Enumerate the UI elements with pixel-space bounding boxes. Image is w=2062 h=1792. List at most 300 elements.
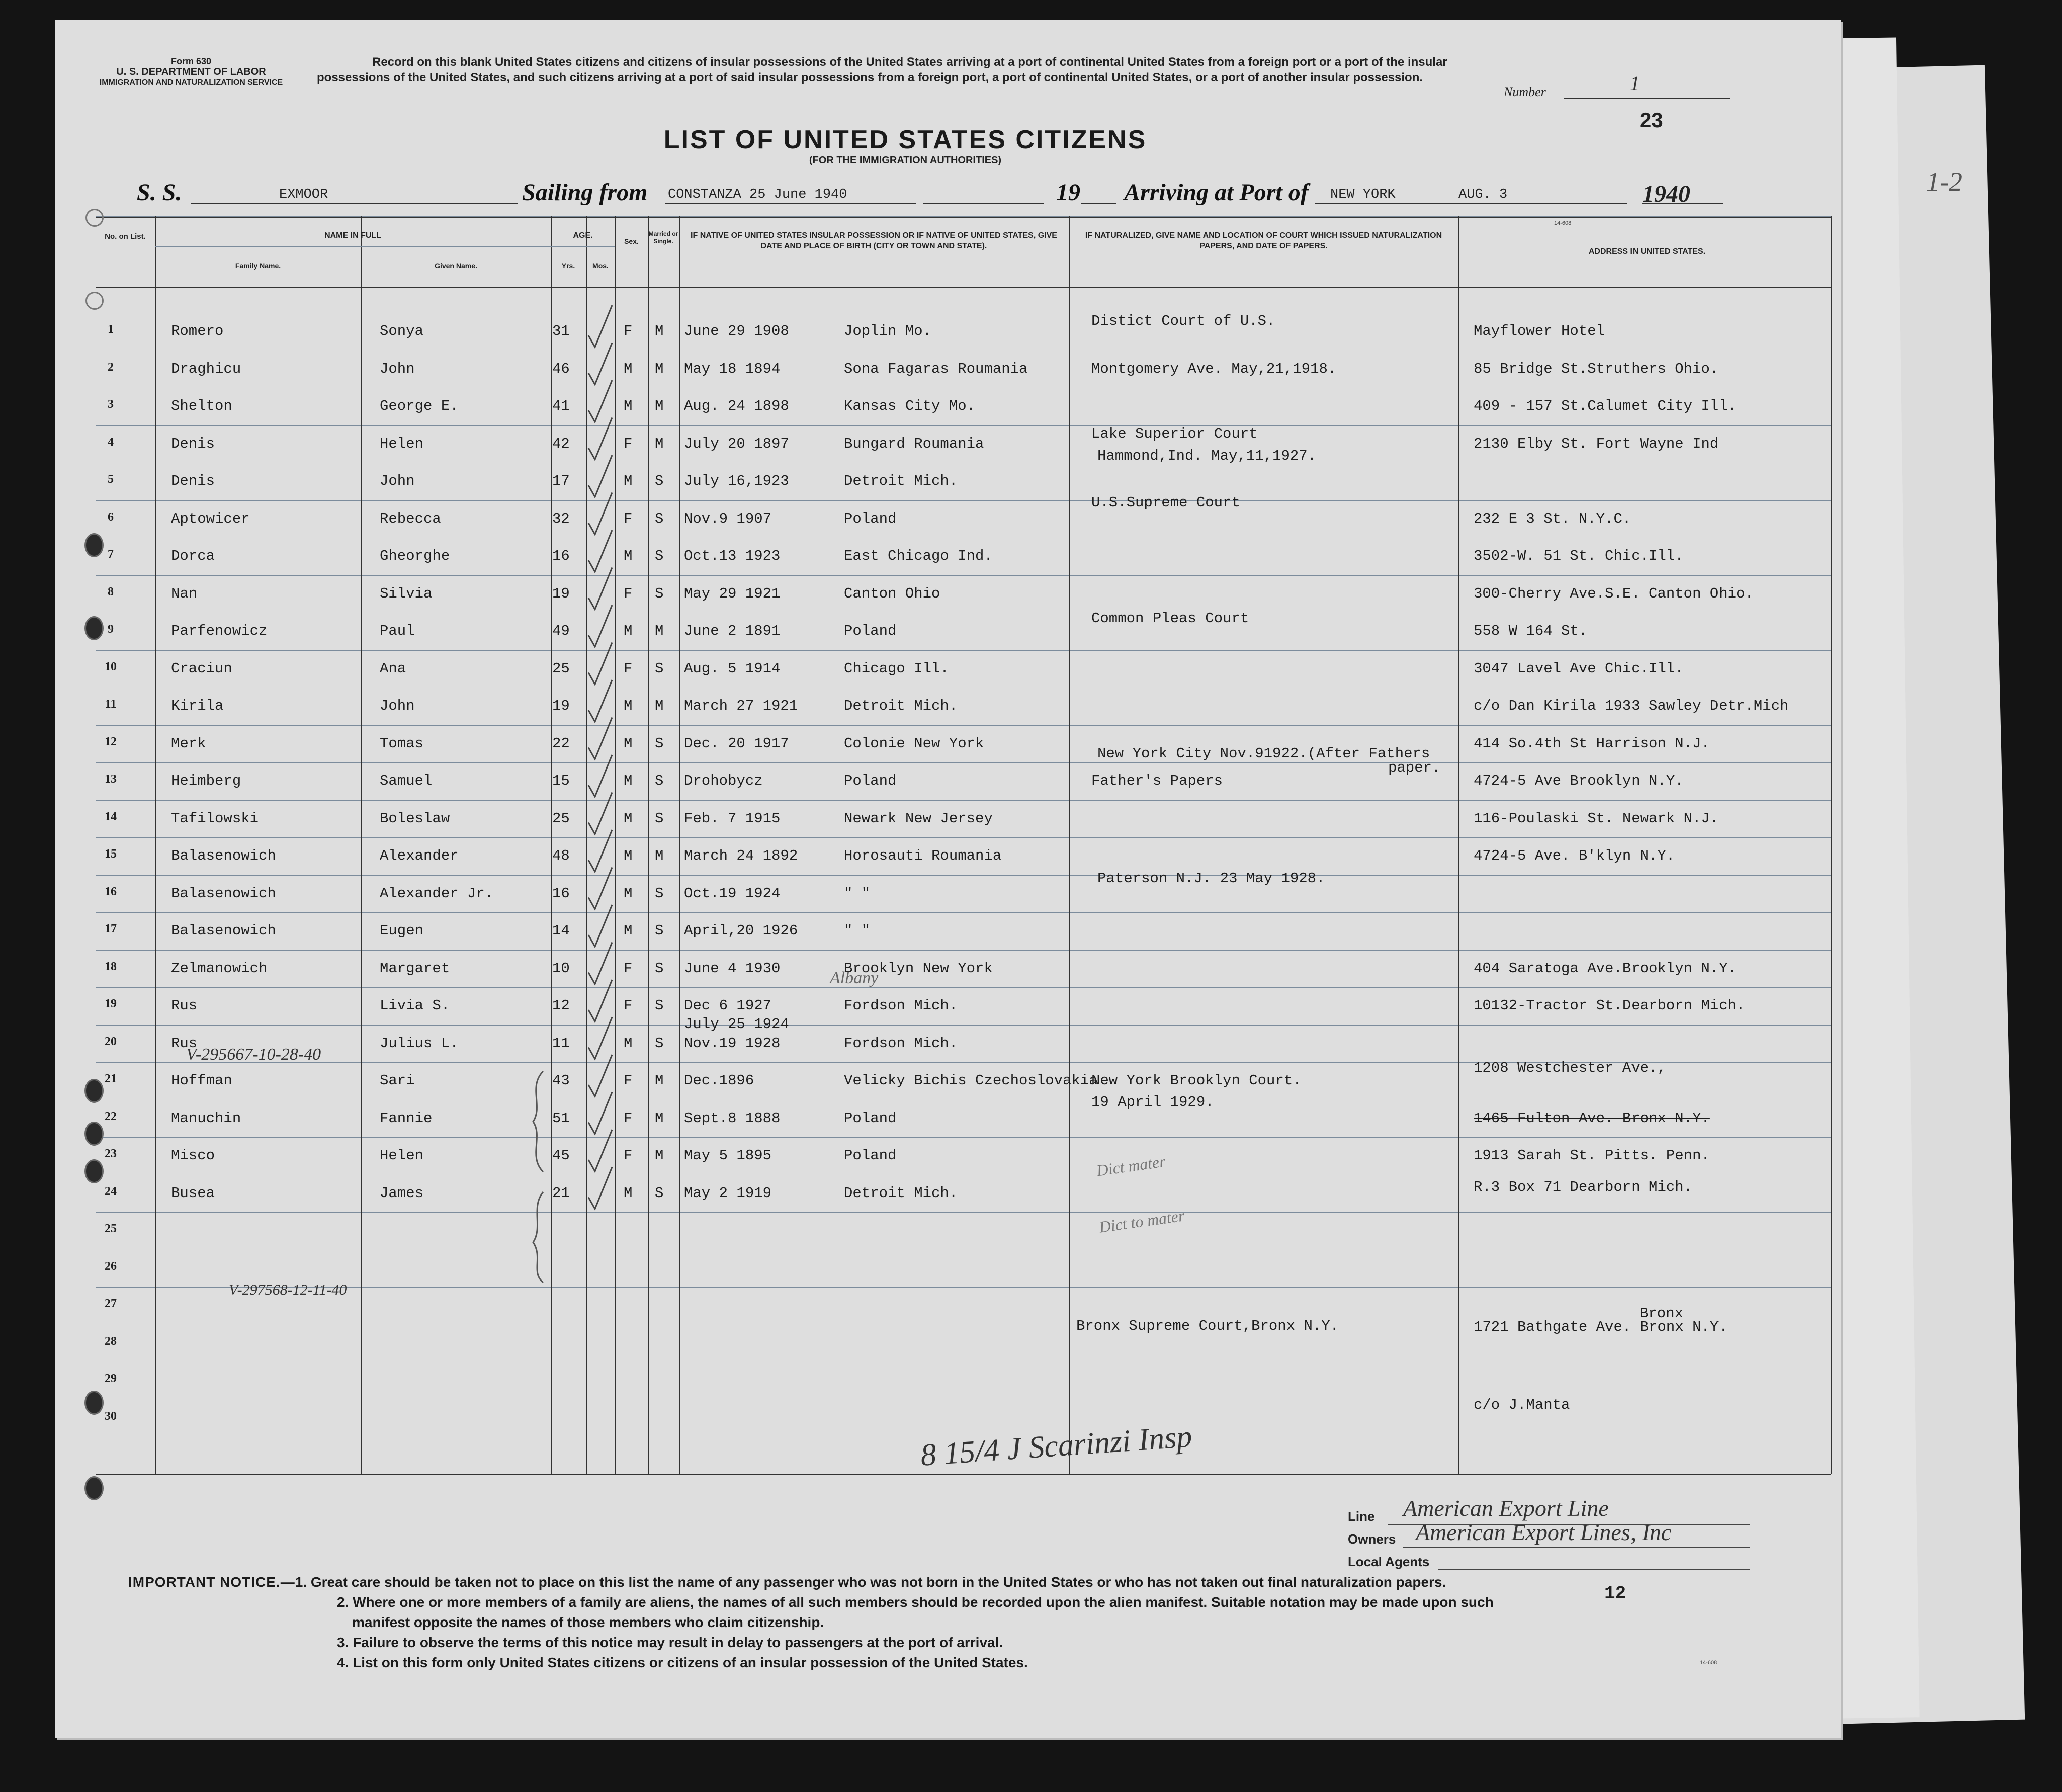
checkmark-icon bbox=[588, 493, 612, 535]
cell-sex: M bbox=[624, 548, 633, 564]
checkmark-icon bbox=[588, 343, 612, 385]
cell-family: Balasenowich bbox=[171, 847, 276, 864]
cell-n: 30 bbox=[105, 1409, 117, 1423]
cell-ms: M bbox=[655, 323, 664, 339]
cell-family: Balasenowich bbox=[171, 885, 276, 902]
table-row bbox=[96, 800, 1831, 837]
cell-court: 19 April 1929. bbox=[1091, 1093, 1214, 1111]
table-row bbox=[96, 837, 1831, 875]
cell-address: 4724-5 Ave Brooklyn N.Y. bbox=[1474, 773, 1684, 789]
cell-given: George E. bbox=[380, 398, 459, 414]
cell-family: Romero bbox=[171, 323, 224, 339]
cell-given: James bbox=[380, 1184, 424, 1202]
cell-n: 4 bbox=[108, 435, 114, 449]
cell-sex: M bbox=[624, 773, 633, 789]
table-row bbox=[96, 1212, 1831, 1249]
cell-address: 1208 Westchester Ave., bbox=[1474, 1060, 1666, 1076]
cell-yrs: 11 bbox=[552, 1035, 570, 1052]
intro-text: Record on this blank United States citizens and citizens of insular possessions of the United States arriving at a port of continental United States from a foreign port or a port of the insular possessions of the United States, and such citizens arriving at a port of said insular possessions from a foreign port, a port of continental United States, or a port of another insular possession. bbox=[317, 55, 1447, 84]
arrival-port: NEW YORK bbox=[1330, 187, 1396, 202]
cell-n: 26 bbox=[105, 1259, 117, 1273]
address-21-line-2: Bronx bbox=[1640, 1305, 1684, 1322]
checkmark-icon bbox=[588, 980, 612, 1021]
cell-address: 404 Saratoga Ave.Brooklyn N.Y. bbox=[1474, 960, 1737, 977]
cell-given: Gheorghe bbox=[380, 548, 450, 564]
cell-yrs: 16 bbox=[552, 548, 570, 564]
checkmark-icon bbox=[588, 418, 612, 460]
cell-yrs: 22 bbox=[552, 735, 570, 752]
checkmark-icon bbox=[588, 1092, 612, 1134]
table-row bbox=[96, 762, 1831, 800]
year-blank bbox=[1081, 203, 1116, 204]
cell-ms: S bbox=[655, 585, 664, 602]
cell-birth-place: Poland bbox=[844, 773, 897, 789]
cell-birth-date: Oct.13 1923 bbox=[684, 548, 781, 564]
cell-n: 29 bbox=[105, 1372, 117, 1385]
cell-sex: F bbox=[624, 960, 633, 977]
cell-birth-date: Oct.19 1924 bbox=[684, 885, 781, 902]
checkmark-icon bbox=[588, 718, 612, 759]
checkmark-icon bbox=[588, 1167, 612, 1209]
header-bottom-border bbox=[96, 287, 1831, 288]
checkmark-icon bbox=[588, 530, 612, 572]
cell-family: Draghicu bbox=[171, 360, 241, 377]
cell-family: Shelton bbox=[171, 398, 232, 414]
handwritten-inspector-signature: 8 15/4 J Scarinzi Insp bbox=[919, 1419, 1193, 1473]
notice-item-3: 3. Failure to observe the terms of this notice may result in delay to passengers at the port of arrival. bbox=[337, 1635, 1003, 1650]
table-row bbox=[96, 987, 1831, 1025]
cell-n: 7 bbox=[108, 548, 114, 561]
cell-birth-place: Fordson Mich. bbox=[844, 1035, 958, 1052]
cell-given: Helen bbox=[380, 435, 424, 452]
cell-n: 8 bbox=[108, 585, 114, 599]
notice-item-4: 4. List on this form only United States citizens or citizens of an insular possession of the United States. bbox=[337, 1655, 1028, 1670]
cell-address: 1913 Sarah St. Pitts. Penn. bbox=[1474, 1147, 1710, 1164]
cell-address: 3502-W. 51 St. Chic.Ill. bbox=[1474, 548, 1684, 564]
number-value: 1 bbox=[1629, 72, 1640, 95]
cell-sex: F bbox=[624, 585, 633, 602]
cell-birth-date: Dec 6 1927 bbox=[684, 997, 772, 1014]
cell-family: Balasenowich bbox=[171, 922, 276, 939]
checkmark-icon bbox=[588, 605, 612, 647]
cell-given: Ana bbox=[380, 660, 406, 677]
binder-hole-icon bbox=[84, 1159, 104, 1183]
notice-title: IMPORTANT NOTICE.— bbox=[128, 1574, 295, 1590]
cell-given: Margaret bbox=[380, 960, 450, 977]
cell-n: 1 bbox=[108, 323, 114, 336]
cell-given: Rebecca bbox=[380, 510, 441, 527]
table-row bbox=[96, 313, 1831, 350]
cell-sex: M bbox=[624, 847, 633, 864]
cell-birth-date: May 29 1921 bbox=[684, 585, 781, 602]
cell-n: 27 bbox=[105, 1297, 117, 1310]
local-agents-underline bbox=[1438, 1569, 1750, 1570]
cell-yrs: 46 bbox=[552, 360, 570, 377]
tally-count: 12 bbox=[1604, 1583, 1626, 1604]
cell-address: 414 So.4th St Harrison N.J. bbox=[1474, 735, 1710, 752]
checkmark-icon bbox=[588, 868, 612, 909]
checkmark-icon bbox=[588, 680, 612, 722]
cell-n: 17 bbox=[105, 922, 117, 935]
cell-family: Kirila bbox=[171, 698, 224, 714]
ship-name: EXMOOR bbox=[279, 187, 328, 202]
cell-ms: S bbox=[655, 660, 664, 677]
cell-birth-place: Poland bbox=[844, 623, 897, 639]
cell-family: Denis bbox=[171, 473, 215, 489]
cell-family: Merk bbox=[171, 735, 206, 752]
cell-ms: M bbox=[655, 847, 664, 864]
cell-ms: S bbox=[655, 473, 664, 489]
cell-yrs: 42 bbox=[552, 435, 570, 452]
header-subline bbox=[155, 246, 551, 247]
cell-n: 10 bbox=[105, 660, 117, 673]
cell-family: Rus bbox=[171, 1035, 198, 1052]
cell-family: Misco bbox=[171, 1147, 215, 1164]
cell-yrs: 25 bbox=[552, 810, 570, 827]
col-divider bbox=[1831, 216, 1832, 1474]
cell-birth-date: March 24 1892 bbox=[684, 847, 798, 864]
year-label: 19 bbox=[1056, 179, 1080, 206]
cell-birth-date: June 4 1930 bbox=[684, 960, 781, 977]
binder-hole-icon bbox=[84, 1391, 104, 1415]
cell-n: 24 bbox=[105, 1184, 117, 1198]
cell-birth-date: April,20 1926 bbox=[684, 922, 798, 939]
form-number: Form 630 bbox=[170, 56, 212, 66]
cell-court: Father's Papers bbox=[1091, 773, 1223, 789]
cell-court: Hammond,Ind. May,11,1927. bbox=[1097, 448, 1317, 464]
cell-yrs: 49 bbox=[552, 623, 570, 639]
cell-sex: M bbox=[624, 735, 633, 752]
cell-yrs: 45 bbox=[552, 1147, 570, 1164]
cell-sex: M bbox=[624, 623, 633, 639]
cell-yrs: 43 bbox=[552, 1072, 570, 1089]
cell-birth-place: " " bbox=[844, 922, 871, 939]
cell-birth-date: July 16,1923 bbox=[684, 473, 789, 489]
handwritten-dict-mater-2: Dict to mater bbox=[1098, 1206, 1186, 1236]
header-married-single: Married or Single. bbox=[648, 230, 678, 245]
address-23-line-2: c/o J.Manta bbox=[1474, 1397, 1570, 1413]
table-row bbox=[96, 1137, 1831, 1174]
checkmark-icon bbox=[588, 830, 612, 872]
cell-given: Samuel bbox=[380, 773, 433, 789]
cell-n: 22 bbox=[105, 1110, 117, 1123]
cell-n: 28 bbox=[105, 1334, 117, 1348]
cell-yrs: 51 bbox=[552, 1110, 570, 1127]
cell-n: 12 bbox=[105, 735, 117, 748]
cell-ms: M bbox=[655, 398, 664, 414]
cell-given: John bbox=[380, 473, 415, 489]
cell-address: 409 - 157 St.Calumet City Ill. bbox=[1474, 398, 1737, 414]
cell-address: 85 Bridge St.Struthers Ohio. bbox=[1474, 360, 1719, 377]
table-row bbox=[96, 575, 1831, 613]
cell-yrs: 19 bbox=[552, 585, 570, 602]
notice-item-2: 2. Where one or more members of a family are aliens, the names of all such members should be recorded upon the alien manifest. Suitable notation may be made upon such bbox=[337, 1594, 1494, 1610]
owners-label: Owners bbox=[1348, 1531, 1396, 1547]
cell-yrs: 48 bbox=[552, 847, 570, 864]
cell-birth-date: May 18 1894 bbox=[684, 360, 781, 377]
ss-label: S. S. bbox=[137, 179, 182, 206]
cell-ms: S bbox=[655, 960, 664, 977]
cell-n: 20 bbox=[105, 1035, 117, 1048]
cell-birth-date: Drohobycz bbox=[684, 773, 763, 789]
handwritten-file-number-21: V-297568-12-11-40 bbox=[229, 1282, 347, 1298]
cell-yrs: 14 bbox=[552, 922, 570, 939]
address-21-line-3: 1721 Bathgate Ave. Bronx N.Y. bbox=[1474, 1319, 1728, 1335]
cell-birth-place: Brooklyn New York bbox=[844, 960, 993, 977]
court-9-line-2: Paterson N.J. 23 May 1928. bbox=[1097, 870, 1325, 887]
cell-yrs: 25 bbox=[552, 660, 570, 677]
binder-hole-icon bbox=[84, 1476, 104, 1500]
owners-value: American Export Lines, Inc bbox=[1416, 1519, 1672, 1545]
checkmark-icon bbox=[588, 568, 612, 610]
cell-birth-place: Canton Ohio bbox=[844, 585, 940, 602]
cell-n: 6 bbox=[108, 510, 114, 524]
binder-hole-icon bbox=[84, 1122, 104, 1146]
cell-given: Boleslaw bbox=[380, 810, 450, 827]
cell-yrs: 32 bbox=[552, 510, 570, 527]
cell-birth-date: Dec.1896 bbox=[684, 1072, 754, 1089]
cell-n: 21 bbox=[105, 1072, 117, 1085]
local-agents-label: Local Agents bbox=[1348, 1554, 1430, 1569]
cell-yrs: 31 bbox=[552, 323, 570, 339]
table-row bbox=[96, 1250, 1831, 1287]
cell-given: Fannie bbox=[380, 1110, 433, 1127]
cell-birth-date: Sept.8 1888 bbox=[684, 1110, 781, 1127]
table-row bbox=[96, 538, 1831, 575]
grid-line bbox=[96, 216, 1831, 217]
table-row bbox=[96, 448, 1831, 500]
header-family: Family Name. bbox=[235, 262, 281, 270]
cell-court: Lake Superior Court bbox=[1091, 425, 1258, 442]
table-row bbox=[96, 1400, 1831, 1437]
cell-family: Manuchin bbox=[171, 1110, 241, 1127]
cell-ms: S bbox=[655, 810, 664, 827]
important-notice bbox=[128, 1572, 1788, 1673]
binder-ring-icon bbox=[85, 209, 104, 227]
cell-birth-place: Poland bbox=[844, 510, 897, 527]
date-blank bbox=[923, 203, 1044, 204]
cell-given: John bbox=[380, 360, 415, 377]
cell-birth-place: Horosauti Roumania bbox=[844, 847, 1002, 864]
cell-birth-place: Colonie New York bbox=[844, 735, 984, 752]
page-subtitle: (FOR THE IMMIGRATION AUTHORITIES) bbox=[809, 155, 1002, 166]
port-blank bbox=[1315, 203, 1627, 204]
cell-ms: S bbox=[655, 510, 664, 527]
cell-birth-place: Velicky Bichis Czechoslovakia bbox=[844, 1072, 1098, 1089]
cell-birth-date: March 27 1921 bbox=[684, 698, 798, 714]
cell-address: 4724-5 Ave. B'klyn N.Y. bbox=[1474, 847, 1675, 864]
cell-court: Montgomery Ave. May,21,1918. bbox=[1091, 360, 1337, 377]
cell-n: 9 bbox=[108, 623, 114, 636]
cell-given: Sari bbox=[380, 1072, 415, 1089]
cell-address: 558 W 164 St. bbox=[1474, 623, 1588, 639]
cell-n: 15 bbox=[105, 847, 117, 861]
cell-sex: F bbox=[624, 1147, 633, 1164]
handwritten-dict-mater-1: Dict mater bbox=[1095, 1152, 1167, 1180]
owners-underline bbox=[1403, 1547, 1750, 1548]
cell-address: Mayflower Hotel bbox=[1474, 323, 1605, 339]
sailing-blank bbox=[665, 203, 916, 204]
cell-ms: S bbox=[655, 922, 664, 939]
cell-birth-date: June 29 1908 bbox=[684, 323, 789, 339]
cell-family: Denis bbox=[171, 435, 215, 452]
cell-sex: M bbox=[624, 922, 633, 939]
cell-birth-place: Detroit Mich. bbox=[844, 473, 958, 489]
cell-court: New York Brooklyn Court. bbox=[1091, 1072, 1302, 1089]
checkmark-icon bbox=[588, 643, 612, 685]
header-subline bbox=[551, 246, 615, 247]
arrival-date: AUG. 3 bbox=[1458, 187, 1508, 202]
cell-family: Craciun bbox=[171, 660, 232, 677]
checkmark-icon bbox=[588, 755, 612, 797]
cell-sex: M bbox=[624, 885, 633, 902]
cell-n: 5 bbox=[108, 473, 114, 486]
court-6-line-3: paper. bbox=[1388, 759, 1441, 776]
checkmark-icon bbox=[588, 943, 612, 984]
cell-sex: F bbox=[624, 323, 633, 339]
page-number: 23 bbox=[1640, 108, 1663, 132]
binder-ring-icon bbox=[85, 292, 104, 310]
cell-family: Heimberg bbox=[171, 773, 241, 789]
cell-ms: S bbox=[655, 885, 664, 902]
cell-sex: M bbox=[624, 1184, 633, 1202]
table-row bbox=[96, 912, 1831, 950]
table-row bbox=[96, 388, 1831, 425]
cell-ms: S bbox=[655, 548, 664, 564]
table-row bbox=[96, 1025, 1831, 1062]
header-given: Given Name. bbox=[435, 262, 477, 270]
cell-birth-place: Sona Fagaras Roumania bbox=[844, 360, 1028, 377]
cell-sex: F bbox=[624, 510, 633, 527]
cell-birth-date: Aug. 24 1898 bbox=[684, 398, 789, 414]
table-row bbox=[96, 650, 1831, 688]
cell-n: 2 bbox=[108, 360, 114, 374]
cell-sex: M bbox=[624, 810, 633, 827]
ship-blank bbox=[191, 203, 518, 204]
handwritten-file-number-15: V-295667-10-28-40 bbox=[186, 1045, 321, 1064]
checkmark-icon bbox=[588, 905, 612, 947]
arriving-label: Arriving at Port of bbox=[1124, 179, 1309, 206]
cell-birth-place: Poland bbox=[844, 1110, 897, 1127]
number-underline bbox=[1564, 98, 1730, 99]
family-bracket-icon bbox=[523, 1066, 553, 1288]
cell-given: Sonya bbox=[380, 323, 424, 339]
cell-sex: F bbox=[624, 1110, 633, 1127]
cell-given: Julius L. bbox=[380, 1035, 459, 1052]
cell-address: 3047 Lavel Ave Chic.Ill. bbox=[1474, 660, 1684, 677]
cell-birth-place: Detroit Mich. bbox=[844, 698, 958, 714]
cell-birth-date: May 5 1895 bbox=[684, 1147, 772, 1164]
cell-address: 1465 Fulton Ave. Bronx N.Y. bbox=[1474, 1110, 1710, 1127]
cell-n: 19 bbox=[105, 997, 117, 1010]
cell-yrs: 41 bbox=[552, 398, 570, 414]
form-code-bottom: 14-608 bbox=[1700, 1660, 1717, 1666]
sailing-label: Sailing from bbox=[522, 179, 648, 206]
checkmark-icon bbox=[588, 455, 612, 497]
page-title: LIST OF UNITED STATES CITIZENS bbox=[663, 125, 1147, 154]
cell-given: Silvia bbox=[380, 585, 433, 602]
header-naturalized: IF NATURALIZED, GIVE NAME AND LOCATION OF COURT WHICH ISSUED NATURALIZATION PAPERS, AND DATE OF PAPERS. bbox=[1085, 231, 1442, 250]
header-yrs: Yrs. bbox=[561, 262, 575, 270]
cell-sex: M bbox=[624, 1035, 633, 1052]
cell-address: 10132-Tractor St.Dearborn Mich. bbox=[1474, 997, 1745, 1014]
cell-court: U.S.Supreme Court bbox=[1091, 494, 1240, 511]
cell-sex: F bbox=[624, 660, 633, 677]
cell-family: Hoffman bbox=[171, 1072, 232, 1089]
cell-n: 25 bbox=[105, 1222, 117, 1235]
cell-sex: M bbox=[624, 360, 633, 377]
cell-given: Livia S. bbox=[380, 997, 450, 1014]
cell-yrs: 10 bbox=[552, 960, 570, 977]
cell-birth-date: July 20 1897 bbox=[684, 435, 789, 452]
table-bottom-border bbox=[96, 1474, 1831, 1475]
header-sex: Sex. bbox=[624, 237, 639, 245]
notice-item-1: 1. Great care should be taken not to place on this list the name of any passenger who was not born in the United States or who has not taken out final naturalization papers. bbox=[295, 1574, 1446, 1590]
cell-yrs: 15 bbox=[552, 773, 570, 789]
table-row bbox=[96, 494, 1831, 538]
cell-birth-place: " " bbox=[844, 885, 871, 902]
cell-court: Distict Court of U.S. bbox=[1091, 313, 1275, 329]
cell-ms: S bbox=[655, 997, 664, 1014]
table-row bbox=[96, 425, 1831, 463]
cell-family: Nan bbox=[171, 585, 198, 602]
cell-birth-date: June 2 1891 bbox=[684, 623, 781, 639]
cell-family: Rus bbox=[171, 997, 198, 1014]
cell-yrs: 16 bbox=[552, 885, 570, 902]
cell-address: 232 E 3 St. N.Y.C. bbox=[1474, 510, 1631, 527]
cell-sex: F bbox=[624, 435, 633, 452]
service-name: IMMIGRATION AND NATURALIZATION SERVICE bbox=[99, 78, 283, 87]
cell-given: Tomas bbox=[380, 735, 424, 752]
checkmark-column bbox=[551, 297, 651, 1454]
number-label: Number bbox=[1504, 84, 1546, 99]
table-row bbox=[96, 1062, 1831, 1099]
cell-birth-date: Feb. 7 1915 bbox=[684, 810, 781, 827]
binder-hole-icon bbox=[84, 533, 104, 557]
cell-ms: M bbox=[655, 360, 664, 377]
header-no: No. on List. bbox=[105, 232, 146, 241]
table-row bbox=[96, 1362, 1831, 1399]
cell-address: 116-Poulaski St. Newark N.J. bbox=[1474, 810, 1719, 827]
checkmark-icon bbox=[588, 380, 612, 422]
cell-birth-place: Joplin Mo. bbox=[844, 323, 932, 339]
birth-13-date: July 25 1924 bbox=[684, 1016, 789, 1033]
cell-birth-place: Fordson Mich. bbox=[844, 997, 958, 1014]
cell-sex: M bbox=[624, 698, 633, 714]
cell-family: Tafilowski bbox=[171, 810, 259, 827]
department-name: U. S. DEPARTMENT OF LABOR bbox=[116, 66, 266, 77]
checkmark-icon bbox=[588, 793, 612, 834]
cell-birth-date: Nov.19 1928 bbox=[684, 1035, 781, 1052]
cell-family: Busea bbox=[171, 1184, 215, 1202]
court-6-line-2: New York City Nov.91922.(After Fathers bbox=[1097, 745, 1430, 762]
form-identification bbox=[60, 56, 322, 88]
cell-family: Parfenowicz bbox=[171, 623, 268, 639]
line-label: Line bbox=[1348, 1509, 1375, 1524]
header-birth: IF NATIVE OF UNITED STATES INSULAR POSSESSION OR IF NATIVE OF UNITED STATES, GIVE DATE AND PLACE OF BIRTH (CITY OR TOWN AND STATE). bbox=[691, 231, 1057, 250]
cell-sex: F bbox=[624, 1072, 633, 1089]
cell-birth-place: Detroit Mich. bbox=[844, 1184, 958, 1202]
cell-n: 3 bbox=[108, 398, 114, 411]
cell-ms: S bbox=[655, 1184, 664, 1202]
cell-birth-place: Bungard Roumania bbox=[844, 435, 984, 452]
cell-birth-place: Chicago Ill. bbox=[844, 660, 949, 677]
cell-family: Aptowicer bbox=[171, 510, 250, 527]
cell-family: Dorca bbox=[171, 548, 215, 564]
cell-birth-place: Newark New Jersey bbox=[844, 810, 993, 827]
cell-yrs: 19 bbox=[552, 698, 570, 714]
cell-birth-date: Nov.9 1907 bbox=[684, 510, 772, 527]
